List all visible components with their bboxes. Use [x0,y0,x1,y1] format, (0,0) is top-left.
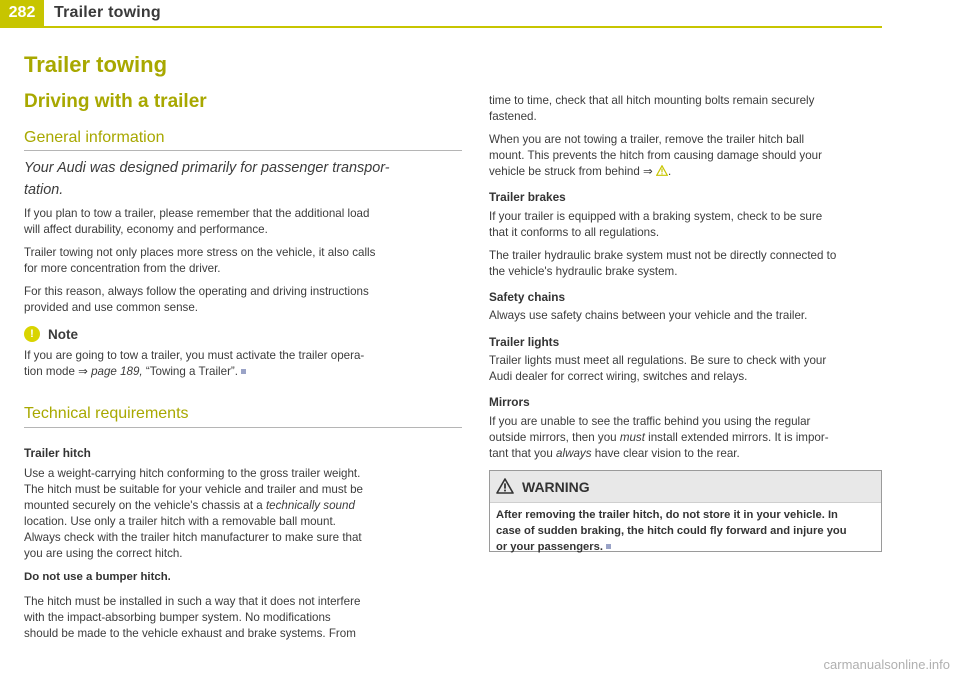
text-line: should be made to the vehicle exhaust and brake systems. From [24,627,356,640]
mirrors-heading: Mirrors [489,395,530,409]
text-line: fastened. [489,110,537,123]
warning-box [489,470,882,552]
warning-label: WARNING [522,479,590,495]
text-span: tant that you [489,447,557,460]
text-line: that it conforms to all regulations. [489,226,660,239]
note-text: tion mode ⇒ [24,365,92,378]
text-line: The trailer hydraulic brake system must not be directly connected to [489,249,837,262]
emphasis: always [556,447,592,460]
bumper-hitch-heading: Do not use a bumper hitch. [24,571,171,583]
text-span: outside mirrors, then you [489,431,620,444]
text-line: with the impact-absorbing bumper system. No modifications [24,611,331,624]
section-title: Driving with a trailer [24,91,207,112]
text-span: or your passengers. [496,541,603,554]
heading-rule [24,427,462,428]
text-line: Always check with the trailer hitch manufacturer to make sure that [24,531,362,544]
emphasis: must [619,431,645,444]
header-rule [0,26,882,28]
end-mark-icon [241,369,246,374]
text-line: Trailer towing not only places more stress on the vehicle, it also calls [24,246,376,259]
lead-line-1: Your Audi was designed primarily for passenger transpor- [24,160,390,176]
warning-text-line [496,539,876,555]
note-text-line: If you are going to tow a trailer, you must activate the trailer opera- [24,349,365,362]
text-line [489,164,671,180]
text-line: location. Use only a trailer hitch with a removable ball mount. [24,515,336,528]
text-span: vehicle be struck from behind ⇒ [489,165,656,178]
text-line: If you plan to tow a trailer, please remember that the additional load [24,207,370,220]
text-line: mount. This prevents the hitch from causing damage should your [489,149,822,162]
text-line: Use a weight-carrying hitch conforming to the gross trailer weight. [24,467,361,480]
text-span: have clear vision to the rear. [591,447,740,460]
text-line: Always use safety chains between your vehicle and the trailer. [489,309,808,322]
page-reference-link[interactable]: page 189, [91,365,143,378]
text-line: If you are unable to see the traffic behind you using the regular [489,415,811,428]
text-line [489,446,740,462]
running-title: Trailer towing [54,4,161,21]
text-line: time to time, check that all hitch mounting bolts remain securely [489,94,815,107]
trailer-lights-heading: Trailer lights [489,335,560,349]
text-line: the vehicle's hydraulic brake system. [489,265,678,278]
trailer-brakes-heading: Trailer brakes [489,190,566,204]
note-icon: ! [24,326,40,342]
text-line: for more concentration from the driver. [24,262,221,275]
safety-chains-heading: Safety chains [489,290,566,304]
text-line [24,498,355,514]
warning-triangle-icon[interactable] [656,165,668,176]
text-line: will affect durability, economy and performance. [24,223,268,236]
text-line: Trailer lights must meet all regulations. Be sure to check with your [489,354,827,367]
emphasis: technically sound [265,499,355,512]
warning-header [490,471,881,503]
text-line [489,430,829,446]
text-line: When you are not towing a trailer, remove the trailer hitch ball [489,133,805,146]
trailer-hitch-heading: Trailer hitch [24,446,91,460]
text-line: provided and use common sense. [24,301,199,314]
text-line: The hitch must be installed in such a way that it does not interfere [24,595,361,608]
technical-requirements-heading: Technical requirements [24,405,189,422]
watermark: carmanualsonline.info [823,657,950,672]
text-span: . [667,165,672,178]
warning-text-line: case of sudden braking, the hitch could fly forward and injure you [496,525,847,538]
note-text: “Towing a Trailer”. [142,365,239,378]
text-span: mounted securely on the vehicle's chassis at a [24,499,266,512]
chapter-title: Trailer towing [24,52,168,77]
end-mark-icon [606,544,611,549]
page-number: 282 [0,0,44,26]
warning-triangle-icon [496,478,514,494]
note-text-line [24,364,246,380]
warning-text-line: After removing the trailer hitch, do not store it in your vehicle. In [496,509,838,521]
text-line: If your trailer is equipped with a braking system, check to be sure [489,210,823,223]
text-line: Audi dealer for correct wiring, switches and relays. [489,370,748,383]
text-line: For this reason, always follow the operating and driving instructions [24,285,369,298]
heading-rule [24,150,462,151]
text-span: install extended mirrors. It is impor- [644,431,829,444]
note-label: Note [48,327,78,342]
text-line: you are using the correct hitch. [24,547,183,560]
warning-text [496,507,876,556]
general-info-heading: General information [24,129,165,146]
lead-line-2: tation. [24,182,64,198]
text-line: The hitch must be suitable for your vehicle and trailer and must be [24,483,363,496]
